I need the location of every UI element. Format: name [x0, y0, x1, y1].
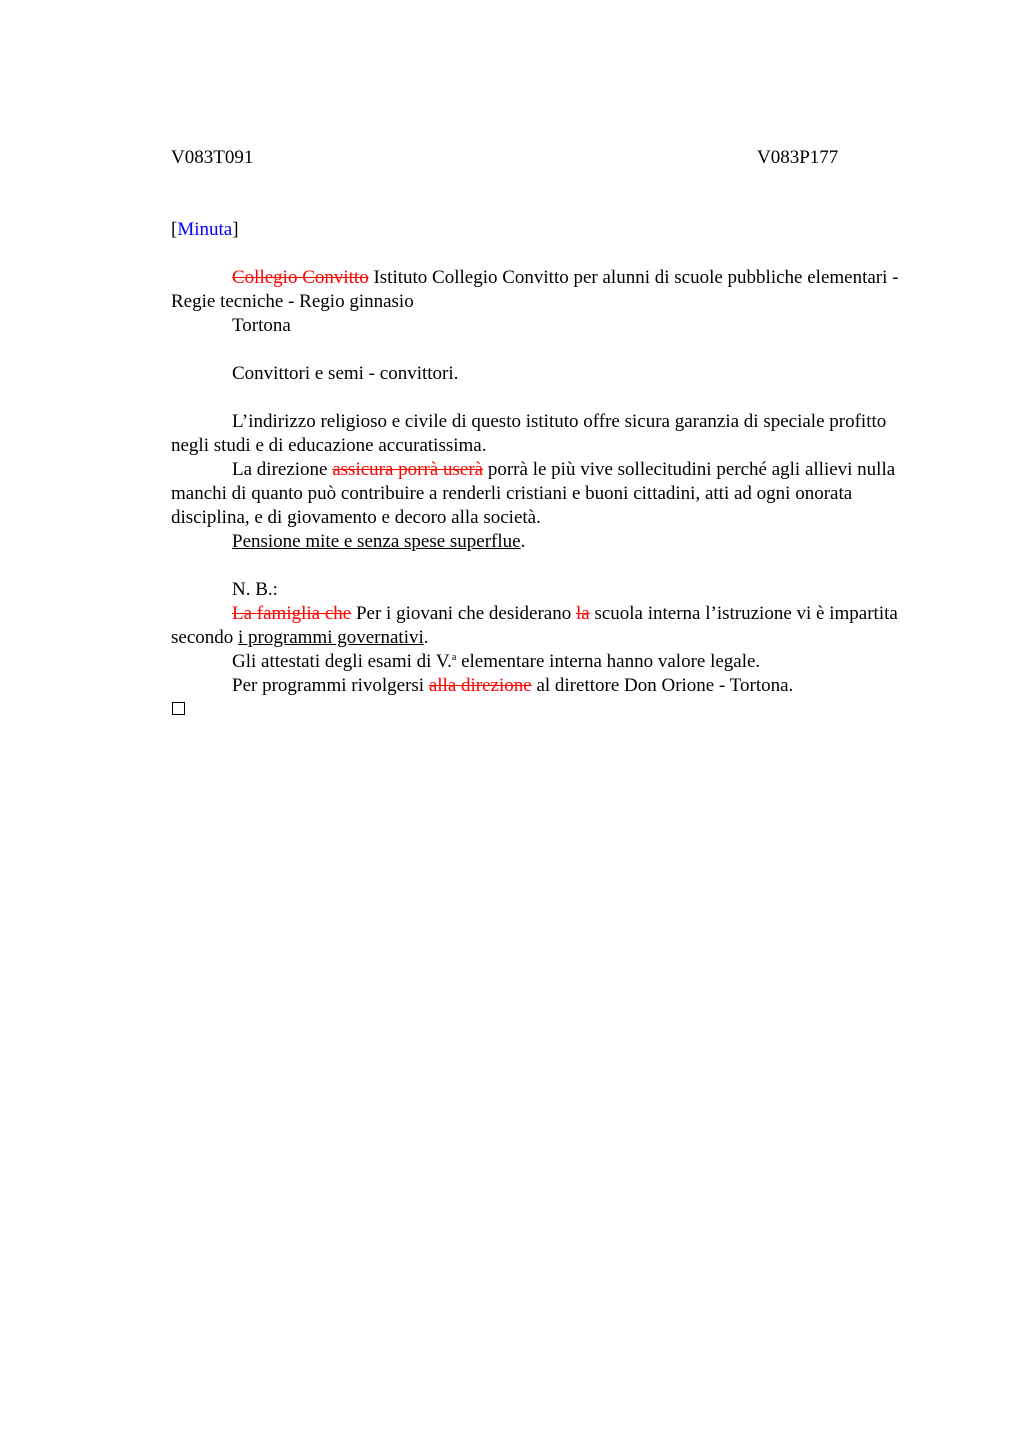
square-box-icon — [172, 702, 185, 715]
bracket-close: ] — [232, 219, 239, 240]
deleted-text: Collegio Convitto — [232, 267, 369, 288]
title-text: Istituto Collegio Convitto per alunni di scuole pubbliche elementari - Regie tecniche - Regio ginnasio — [171, 267, 899, 312]
nb-line-2 — [171, 650, 913, 674]
superscript: a — [451, 652, 457, 663]
document-body — [171, 218, 913, 722]
institute-title — [171, 266, 913, 314]
nb-line1-text1: Per i giovani che desiderano — [351, 603, 576, 624]
minuta-text: Minuta — [177, 219, 233, 240]
nb-line1-end: . — [423, 627, 429, 648]
deleted-text: La famiglia che — [232, 603, 352, 624]
para2-start: La direzione — [232, 459, 333, 480]
deleted-text: alla direzione — [428, 675, 532, 696]
nb-line1-text2: scuola interna l’istruzione vi è impartita secondo — [171, 603, 898, 648]
para2-rest: porrà le più vive sollecitudini perché agli allievi nulla manchi di quanto può contribuire a renderli cristiani e buoni cittadini, atti ad ogni onorata disciplina, e di giovamento e decoro alla società. — [171, 459, 896, 528]
pension-end: . — [520, 531, 526, 552]
underlined-text: i programmi governativi — [238, 627, 424, 648]
nb-line2-text2: elementare interna hanno valore legale. — [456, 651, 761, 672]
document-code-right: V083P177 — [757, 147, 839, 168]
nb-line-3 — [171, 674, 913, 698]
bracket-open: [ — [171, 219, 178, 240]
nb-line3-text2: al direttore Don Orione - Tortona. — [531, 675, 794, 696]
deleted-text: la — [575, 603, 590, 624]
subtitle: Convittori e semi - convittori. — [232, 363, 459, 384]
underlined-text: Pensione mite e senza spese superflue — [232, 531, 521, 552]
paragraph-2 — [171, 458, 913, 530]
deleted-text: assicura porrà userà — [332, 459, 484, 480]
nb-line2-text1: Gli attestati degli esami di V. — [232, 651, 452, 672]
end-mark-line — [171, 698, 913, 722]
pension-line — [171, 530, 913, 554]
nb-line-1 — [171, 602, 913, 650]
nb-line3-text1: Per programmi rivolgersi — [232, 675, 429, 696]
minuta-label — [171, 218, 913, 242]
place-line: Tortona — [232, 315, 291, 336]
document-code-left: V083T091 — [171, 147, 254, 168]
paragraph-1: L’indirizzo religioso e civile di questo istituto offre sicura garanzia di speciale profitto negli studi e di educazione accuratissima. — [171, 411, 887, 456]
nb-label: N. B.: — [232, 579, 278, 600]
